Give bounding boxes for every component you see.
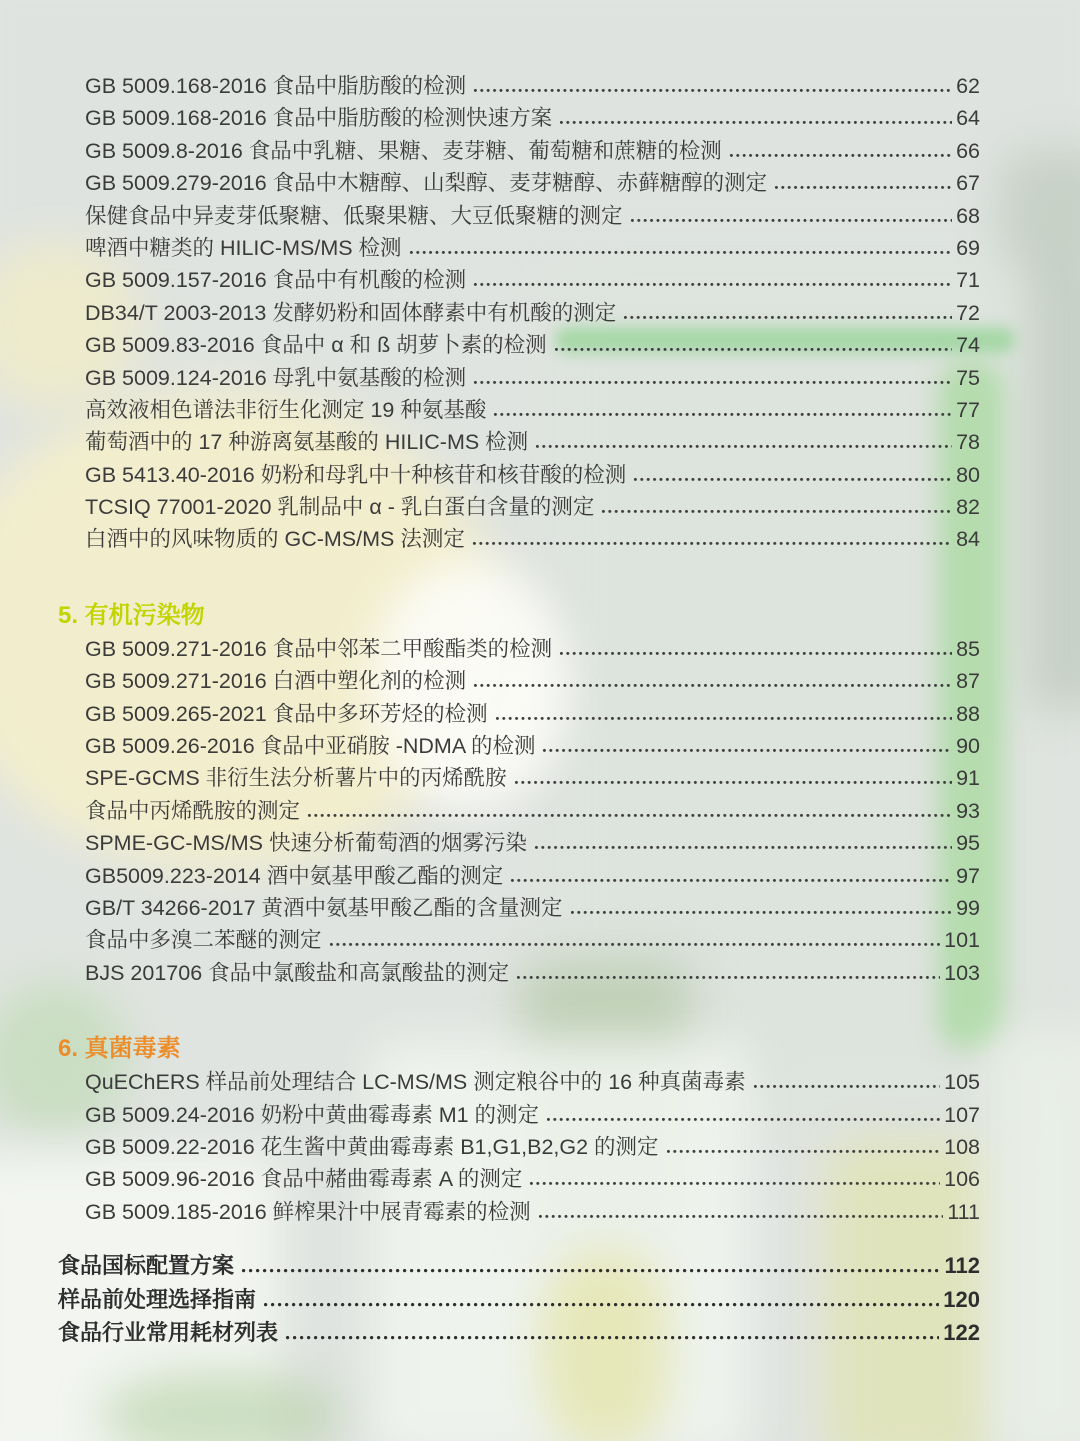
dotted-leader	[493, 412, 952, 417]
toc-entry[interactable]	[85, 232, 980, 264]
toc-entry-page: 88	[956, 701, 980, 726]
toc-entry-label: GB5009.223-2014 酒中氨基甲酸乙酯的测定	[85, 863, 504, 888]
toc-entry-page: 84	[956, 527, 980, 552]
dotted-leader	[307, 813, 952, 818]
toc-entry[interactable]	[58, 1249, 980, 1283]
toc-entry[interactable]	[85, 200, 980, 232]
toc-entry-label: 白酒中的风味物质的 GC-MS/MS 法测定	[85, 527, 465, 552]
dotted-leader	[542, 748, 952, 753]
toc-entry[interactable]	[85, 1099, 980, 1131]
toc-entry-label: GB 5009.157-2016 食品中有机酸的检测	[85, 268, 467, 293]
toc-entry-page: 75	[956, 365, 980, 390]
toc-entry-page: 74	[956, 333, 980, 358]
dotted-leader	[633, 477, 952, 482]
toc-entry-label: GB 5009.22-2016 花生酱中黄曲霉毒素 B1,G1,B2,G2 的测定	[85, 1134, 659, 1159]
toc-entry-page: 68	[956, 203, 980, 228]
dotted-leader	[666, 1149, 941, 1154]
toc-footer-entries	[58, 1249, 980, 1350]
dotted-leader	[623, 315, 952, 320]
toc-entry[interactable]	[85, 523, 980, 555]
toc-section-5-entries	[58, 633, 980, 989]
section-heading-6: 6. 真菌毒素	[58, 1035, 181, 1063]
toc-entry-label: BJS 201706 食品中氯酸盐和高氯酸盐的测定	[85, 960, 510, 985]
dotted-leader	[554, 347, 952, 352]
toc-entry-page: 62	[956, 74, 980, 98]
toc-entry-page: 78	[956, 430, 980, 455]
toc-entry-page: 67	[956, 171, 980, 196]
toc-entry[interactable]	[85, 1066, 980, 1098]
dotted-leader	[601, 509, 952, 514]
toc-entry-page: 85	[956, 636, 980, 661]
toc-entry-page: 99	[956, 895, 980, 920]
toc-entry-label: GB 5009.271-2016 食品中邻苯二甲酸酯类的检测	[85, 636, 553, 661]
toc-entry[interactable]	[58, 1283, 980, 1317]
toc-entry-label: SPE-GCMS 非衍生法分析薯片中的丙烯酰胺	[85, 766, 507, 791]
section-heading-5: 5. 有机污染物	[58, 601, 205, 629]
dotted-leader	[473, 683, 952, 688]
toc-entry-page: 95	[956, 831, 980, 856]
toc-entry[interactable]	[85, 795, 980, 827]
toc-entry[interactable]	[85, 362, 980, 394]
toc-entry[interactable]	[85, 426, 980, 458]
toc-entry-page: 122	[943, 1320, 980, 1346]
dotted-leader	[529, 1181, 940, 1186]
toc-entry[interactable]	[85, 1163, 980, 1195]
toc-entry[interactable]	[85, 1196, 980, 1228]
toc-entry-label: GB 5009.185-2016 鲜榨果汁中展青霉素的检测	[85, 1199, 531, 1224]
dotted-leader	[753, 1084, 941, 1089]
toc-entry[interactable]	[85, 730, 980, 762]
toc-entry-label: GB/T 34266-2017 黄酒中氨基甲酸乙酯的含量测定	[85, 895, 563, 920]
toc-entry-label: 食品中多溴二苯醚的测定	[85, 928, 322, 953]
toc-entry-page: 66	[956, 138, 980, 163]
dotted-leader	[472, 541, 952, 546]
toc-entry-label: 食品中丙烯酰胺的测定	[85, 798, 301, 823]
dotted-leader	[559, 120, 952, 125]
toc-entry-label: 高效液相色谱法非衍生化测定 19 种氨基酸	[85, 397, 487, 422]
toc-entry[interactable]	[85, 297, 980, 329]
toc-section-4-entries	[58, 70, 980, 556]
toc-entry[interactable]	[85, 698, 980, 730]
toc-entry-page: 71	[956, 268, 980, 293]
toc-entry-label: QuEChERS 样品前处理结合 LC-MS/MS 测定粮谷中的 16 种真菌毒素	[85, 1070, 746, 1095]
toc-entry-page: 107	[944, 1102, 980, 1127]
toc-entry-page: 120	[943, 1286, 980, 1312]
toc-entry-label: 食品行业常用耗材列表	[58, 1320, 279, 1346]
dotted-leader	[473, 380, 952, 385]
toc-entry[interactable]	[85, 70, 980, 102]
toc-entry-label: GB 5009.96-2016 食品中赭曲霉毒素 A 的测定	[85, 1167, 523, 1192]
toc-entry-page: 72	[956, 300, 980, 325]
toc-entry-label: 啤酒中糖类的 HILIC-MS/MS 检测	[85, 235, 402, 260]
toc-entry[interactable]	[85, 264, 980, 296]
dotted-leader	[285, 1335, 939, 1340]
toc-entry-page: 105	[944, 1070, 980, 1095]
toc-entry-page: 87	[956, 669, 980, 694]
dotted-leader	[409, 250, 953, 255]
toc-entry[interactable]	[85, 860, 980, 892]
toc-entry[interactable]	[85, 957, 980, 989]
toc-entry[interactable]	[85, 329, 980, 361]
toc-entry[interactable]	[58, 1316, 980, 1350]
toc-entry-page: 108	[944, 1134, 980, 1159]
toc-entry[interactable]	[85, 665, 980, 697]
dotted-leader	[570, 910, 953, 915]
toc-entry-page: 64	[956, 106, 980, 131]
toc-entry[interactable]	[85, 135, 980, 167]
toc-entry[interactable]	[85, 924, 980, 956]
toc-entry-label: GB 5009.8-2016 食品中乳糖、果糖、麦芽糖、葡萄糖和蔗糖的检测	[85, 138, 722, 163]
toc-entry-label: GB 5009.168-2016 食品中脂肪酸的检测	[85, 74, 467, 98]
toc-entry-label: 食品国标配置方案	[58, 1253, 235, 1279]
toc-entry[interactable]	[85, 827, 980, 859]
toc-entry-page: 91	[956, 766, 980, 791]
toc-entry-label: 保健食品中异麦芽低聚糖、低聚果糖、大豆低聚糖的测定	[85, 203, 623, 228]
toc-entry[interactable]	[85, 1131, 980, 1163]
toc-entry[interactable]	[85, 762, 980, 794]
toc-entry-page: 69	[956, 235, 980, 260]
dotted-leader	[473, 282, 952, 287]
dotted-leader	[241, 1268, 940, 1273]
dotted-leader	[473, 88, 952, 93]
toc-entry-label: GB 5009.168-2016 食品中脂肪酸的检测快速方案	[85, 106, 553, 131]
toc-entry-page: 82	[956, 495, 980, 520]
dotted-leader	[535, 444, 952, 449]
toc-entry[interactable]	[85, 459, 980, 491]
dotted-leader	[729, 153, 952, 158]
toc-entry-label: GB 5009.124-2016 母乳中氨基酸的检测	[85, 365, 467, 390]
toc-entry-page: 80	[956, 462, 980, 487]
toc-entry[interactable]	[85, 892, 980, 924]
toc-entry-label: SPME-GC-MS/MS 快速分析葡萄酒的烟雾污染	[85, 831, 527, 856]
toc-entry[interactable]	[85, 491, 980, 523]
dotted-leader	[538, 1214, 944, 1219]
dotted-leader	[329, 942, 941, 947]
toc-entry-label: 样品前处理选择指南	[58, 1286, 257, 1312]
dotted-leader	[263, 1302, 939, 1307]
toc-entry-page: 77	[956, 397, 980, 422]
dotted-leader	[516, 975, 940, 980]
dotted-leader	[534, 845, 952, 850]
dotted-leader	[510, 878, 952, 883]
toc-entry-label: 葡萄酒中的 17 种游离氨基酸的 HILIC-MS 检测	[85, 430, 529, 455]
toc-entry-label: GB 5009.279-2016 食品中木糖醇、山梨醇、麦芽糖醇、赤藓糖醇的测定	[85, 171, 768, 196]
toc-entry-label: GB 5009.83-2016 食品中 α 和 ß 胡萝卜素的检测	[85, 333, 547, 358]
dotted-leader	[546, 1117, 940, 1122]
dotted-leader	[630, 218, 953, 223]
toc-entry-page: 111	[947, 1199, 980, 1224]
toc-section-6-entries	[58, 1066, 980, 1228]
toc-entry[interactable]	[85, 102, 980, 134]
toc-entry-label: TCSIQ 77001-2020 乳制品中 α - 乳白蛋白含量的测定	[85, 495, 595, 520]
toc-entry-page: 90	[956, 734, 980, 759]
toc-entry[interactable]	[85, 167, 980, 199]
toc-entry-label: DB34/T 2003-2013 发酵奶粉和固体酵素中有机酸的测定	[85, 300, 617, 325]
toc-entry-page: 106	[944, 1167, 980, 1192]
toc-entry-label: GB 5009.265-2021 食品中多环芳烃的检测	[85, 701, 488, 726]
toc-entry-page: 103	[944, 960, 980, 985]
toc-entry-label: GB 5413.40-2016 奶粉和母乳中十种核苷和核苷酸的检测	[85, 462, 627, 487]
toc-entry[interactable]	[85, 394, 980, 426]
toc-entry-label: GB 5009.271-2016 白酒中塑化剂的检测	[85, 669, 467, 694]
dotted-leader	[774, 185, 952, 190]
toc-entry[interactable]	[85, 633, 980, 665]
toc-entry-page: 112	[944, 1253, 980, 1279]
dotted-leader	[514, 780, 952, 785]
toc-entry-page: 97	[956, 863, 980, 888]
toc-entry-label: GB 5009.26-2016 食品中亚硝胺 -NDMA 的检测	[85, 734, 536, 759]
toc-entry-label: GB 5009.24-2016 奶粉中黄曲霉毒素 M1 的测定	[85, 1102, 540, 1127]
toc-entry-page: 93	[956, 798, 980, 823]
toc-entry-page: 101	[944, 928, 980, 953]
dotted-leader	[559, 651, 952, 656]
dotted-leader	[495, 716, 952, 721]
